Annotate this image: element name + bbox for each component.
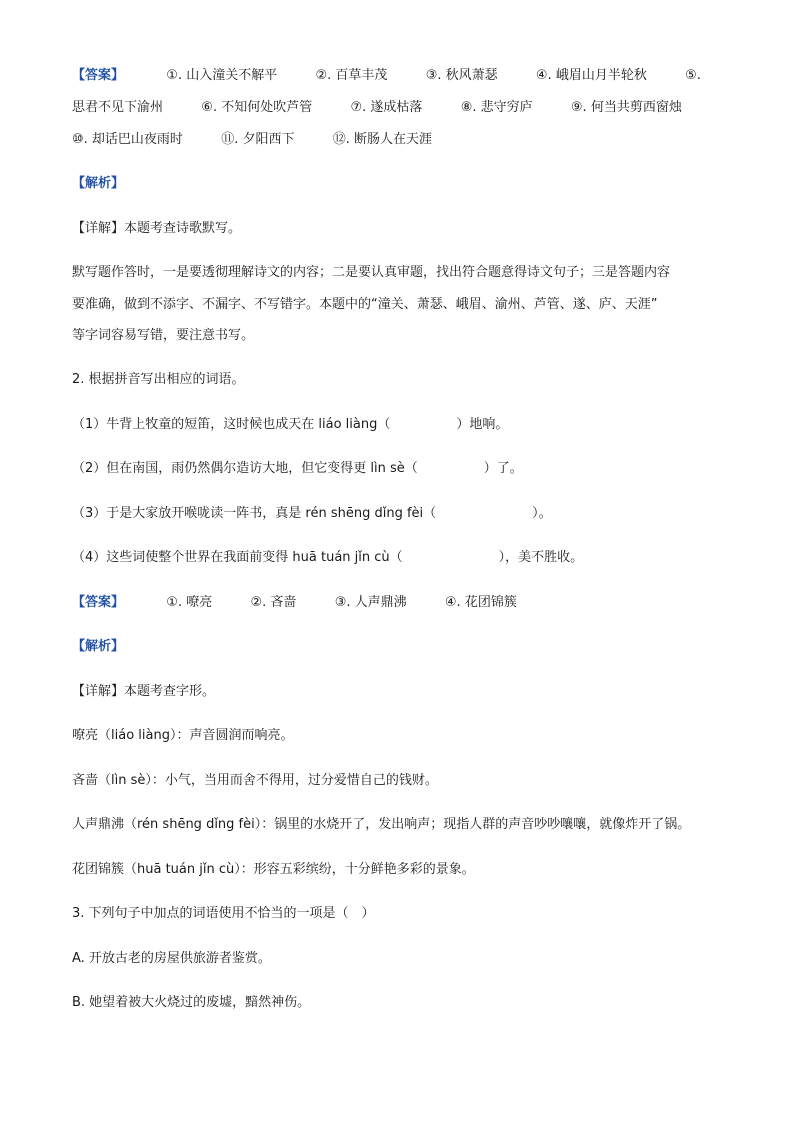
definition-line: 花团锦簇（huā tuán jǐn cù）：形容五彩缤纷，十分鲜艳多彩的景象。: [72, 862, 475, 877]
analysis-tag: 【解析】: [72, 176, 125, 191]
question-2-title: 2. 根据拼音写出相应的词语。: [72, 372, 245, 387]
option-a: A. 开放古老的房屋供旅游者鉴赏。: [72, 951, 271, 966]
definition-line: 吝啬（lìn sè）：小气，当用而舍不得用，过分爱惜自己的钱财。: [72, 773, 438, 788]
answer1-row2: [72, 98, 682, 118]
answer-tag: 【答案】: [72, 595, 125, 610]
detail-heading: 【详解】本题考查诗歌默写。: [72, 221, 242, 236]
analysis-paragraph-line: 等字词容易写错，要注意书写。: [72, 328, 255, 343]
analysis-tag: 【解析】: [72, 639, 125, 654]
detail-heading: 【详解】本题考查字形。: [72, 684, 216, 699]
question-3-title: 3. 下列句子中加点的词语使用不恰当的一项是（ ）: [72, 906, 375, 921]
answer-item: ①. 山入潼关不解平: [166, 68, 278, 83]
answer-item: ⑦. 遂成枯落: [350, 100, 423, 115]
item-text: （4）这些词使整个世界在我面前变得 huā tuán jǐn cù（: [72, 550, 403, 565]
analysis-paragraph-line: 要准确，做到不添字、不漏字、不写错字。本题中的“潼关、萧瑟、峨眉、渝州、芦管、遂、庐、天涯”: [72, 297, 658, 312]
item-text: （1）牛背上牧童的短笛，这时候也成天在 liáo liàng（: [72, 417, 391, 432]
answer-item: ⑤.: [685, 68, 701, 83]
answer-item: ⑨. 何当共剪西窗烛: [570, 100, 682, 115]
question-2-item-4: [72, 548, 583, 568]
answer-item: ⑧. 悲守穷庐: [460, 100, 533, 115]
answer-item: ②. 百草丰茂: [315, 68, 388, 83]
answer-item: ⑩. 却话巴山夜雨时: [72, 132, 183, 147]
definition-line: 人声鼎沸（rén shēng dǐng fèi）：锅里的水烧开了，发出响声；现指人群的声音吵吵嚷嚷，就像炸开了锅。: [72, 817, 691, 832]
item-text: ）了。: [483, 461, 523, 476]
definition-line: 嘹亮（liáo liàng）：声音圆润而响亮。: [72, 728, 294, 743]
answer-item: ④. 峨眉山月半轮秋: [535, 68, 647, 83]
answer-item: ③. 秋风萧瑟: [425, 68, 498, 83]
answer-item: ①. 嘹亮: [166, 595, 213, 610]
answer-item: ⑪. 夕阳西下: [221, 132, 295, 147]
answer-item: 思君不见下渝州: [72, 100, 164, 115]
item-text: （3）于是大家放开喉咙读一阵书，真是 rén shēng dǐng fèi（: [72, 506, 437, 521]
question-2-item-1: [72, 415, 508, 435]
answer1-row3: [72, 130, 432, 150]
answer-item: ④. 花团锦簇: [444, 595, 517, 610]
answer1-row1: [72, 66, 701, 86]
answer2-row: [72, 593, 517, 613]
item-text: （2）但在南国，雨仍然偶尔造访大地，但它变得更 lìn sè（: [72, 461, 418, 476]
answer-item: ②. 吝啬: [250, 595, 297, 610]
question-2-item-3: [72, 504, 552, 524]
analysis-paragraph-line: 默写题作答时，一是要透彻理解诗文的内容；二是要认真审题，找出符合题意得诗文句子；三是答题内容: [72, 265, 671, 280]
option-b: B. 她望着被大火烧过的废墟，黯然神伤。: [72, 995, 311, 1010]
question-2-item-2: [72, 459, 523, 479]
answer-item: ⑥. 不知何处吹芦管: [201, 100, 313, 115]
answer-item: ③. 人声鼎沸: [334, 595, 407, 610]
item-text: ），美不胜收。: [498, 550, 584, 565]
item-text: ）地响。: [456, 417, 509, 432]
answer-item: ⑫. 断肠人在天涯: [332, 132, 433, 147]
item-text: ）。: [532, 506, 552, 521]
answer-tag: 【答案】: [72, 68, 125, 83]
